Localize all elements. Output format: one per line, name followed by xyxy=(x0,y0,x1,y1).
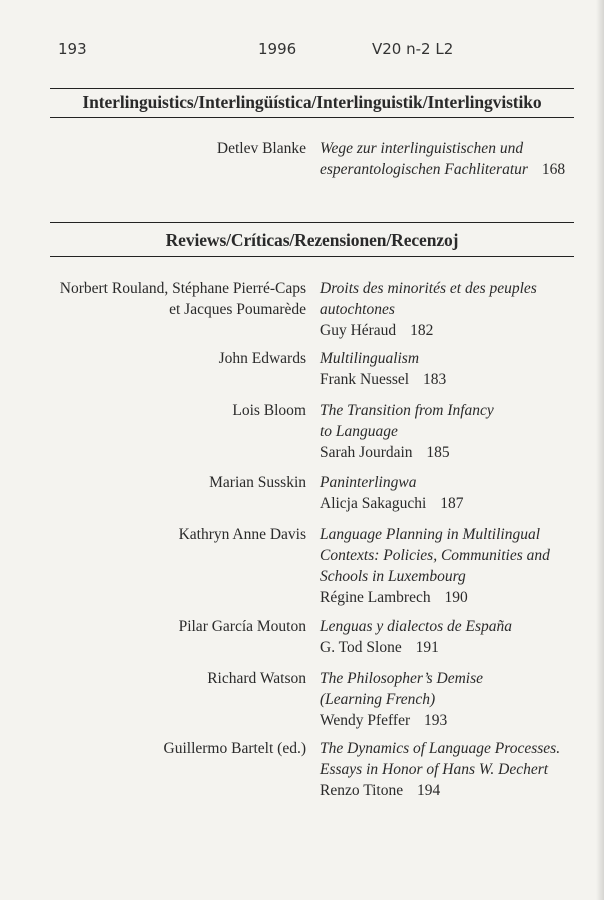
review-work xyxy=(320,738,590,801)
review-work xyxy=(320,278,570,341)
handwritten-right: V20 n-2 L2 xyxy=(372,40,454,58)
section-heading-reviews: Reviews/Críticas/Rezensionen/Recenzoj xyxy=(165,230,459,250)
reviewer-name: Wendy Pfeffer xyxy=(320,712,411,729)
reviewer-name: Renzo Titone xyxy=(320,782,404,799)
rule-bottom-2 xyxy=(50,256,574,257)
review-title-line: Droits des minorités et des peuples xyxy=(320,280,537,297)
reviewer-name: Sarah Jourdain xyxy=(320,444,413,461)
review-title-line: Schools in Luxembourg xyxy=(320,568,466,585)
review-page-number: 191 xyxy=(415,639,439,656)
review-author: Guillermo Bartelt (ed.) xyxy=(163,740,306,757)
review-title-line: Language Planning in Multilingual xyxy=(320,526,541,543)
reviewer-name: Guy Héraud xyxy=(320,322,397,339)
review-title-line: The Philosopher’s Demise xyxy=(320,670,484,687)
review-title-line: Paninterlingwa xyxy=(320,474,417,491)
review-page-number: 190 xyxy=(444,589,468,606)
handwritten-left: 193 xyxy=(58,40,87,58)
section-heading-interlinguistics: Interlinguistics/Interlingüística/Interlinguistik/Interlingvistiko xyxy=(82,92,542,112)
entry-title-line: Wege zur interlinguistischen und xyxy=(320,140,524,157)
review-page-number: 194 xyxy=(416,782,441,799)
entry-page-number: 168 xyxy=(541,161,566,178)
review-work xyxy=(320,348,570,390)
review-reviewer-line xyxy=(320,442,570,463)
review-reviewer-line xyxy=(320,320,570,341)
review-work xyxy=(320,668,570,731)
review-title-line: Contexts: Policies, Communities and xyxy=(320,547,550,564)
review-author: Marian Susskin xyxy=(209,474,306,491)
handwritten-notes xyxy=(0,40,604,70)
review-page-number: 193 xyxy=(424,712,448,729)
review-page-number: 183 xyxy=(423,371,447,388)
reviewer-name: Régine Lambrech xyxy=(320,589,431,606)
reviewer-name: Frank Nuessel xyxy=(320,371,410,388)
reviewer-name: G. Tod Slone xyxy=(320,639,402,656)
review-reviewer-line xyxy=(320,780,590,801)
review-work xyxy=(320,616,570,658)
rule-bottom-1 xyxy=(50,117,574,118)
review-title-line: to Language xyxy=(320,423,398,440)
review-title-line: Essays in Honor of Hans W. Dechert xyxy=(320,761,549,778)
review-title-line: Multilingualism xyxy=(320,350,420,367)
rule-top-1 xyxy=(50,88,574,89)
review-page-number: 185 xyxy=(426,444,450,461)
review-reviewer-line xyxy=(320,493,570,514)
review-author: Richard Watson xyxy=(207,670,306,687)
review-page-number: 187 xyxy=(440,495,464,512)
review-reviewer-line xyxy=(320,710,570,731)
handwritten-middle: 1996 xyxy=(258,40,297,58)
review-reviewer-line xyxy=(320,587,590,608)
rule-top-2 xyxy=(50,222,574,223)
review-work xyxy=(320,472,570,514)
review-author: Lois Bloom xyxy=(232,402,306,419)
review-reviewer-line xyxy=(320,637,570,658)
review-page-number: 182 xyxy=(410,322,434,339)
page-edge-shadow xyxy=(596,0,604,900)
review-author: Pilar García Mouton xyxy=(178,618,306,635)
review-title-line: autochtones xyxy=(320,301,395,318)
review-title-line: Lenguas y dialectos de España xyxy=(320,618,513,635)
entry-title-line-with-page xyxy=(320,159,580,180)
entry-author: Detlev Blanke xyxy=(216,140,306,157)
entry-title-line: esperantologischen Fachliteratur xyxy=(320,161,528,178)
reviewer-name: Alicja Sakaguchi xyxy=(320,495,427,512)
entry-work xyxy=(320,138,580,180)
review-author: Norbert Rouland, Stéphane Pierré-Caps et Jacques Poumarède xyxy=(59,280,306,318)
review-title-line: The Dynamics of Language Processes. xyxy=(320,740,561,757)
review-work xyxy=(320,400,570,463)
review-author: John Edwards xyxy=(218,350,306,367)
review-title-line: The Transition from Infancy xyxy=(320,402,494,419)
review-title-line: (Learning French) xyxy=(320,691,436,708)
review-reviewer-line xyxy=(320,369,570,390)
review-author: Kathryn Anne Davis xyxy=(178,526,306,543)
review-work xyxy=(320,524,590,608)
